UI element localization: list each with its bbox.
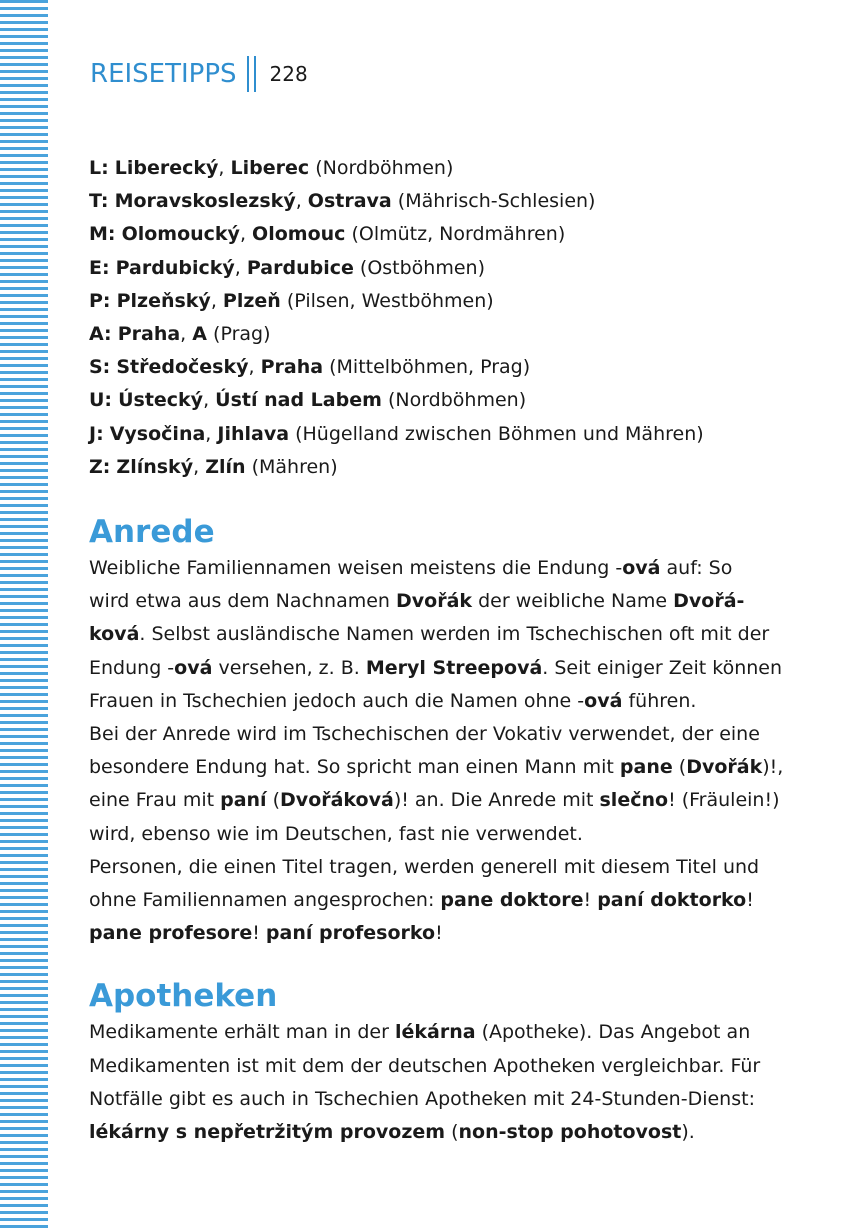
city-name: Jihlava <box>217 422 290 445</box>
city-name: A <box>192 323 207 346</box>
apotheken-heading: Apotheken <box>89 978 278 1015</box>
anrede-heading: Anrede <box>89 514 215 551</box>
plate-code: Z: <box>89 455 111 478</box>
city-name: Praha <box>260 356 324 379</box>
list-item: S: Středočeský, Praha (Mittelböhmen, Prag) <box>89 356 531 379</box>
list-item: J: Vysočina, Jihlava (Hügelland zwischen Böhmen und Mähren) <box>89 422 704 445</box>
plate-code: L: <box>89 157 109 179</box>
text-line: Frauen in Tschechien jedoch auch die Namen ohne -ová führen. <box>89 689 697 712</box>
region-note: (Nordböhmen) <box>315 157 454 179</box>
plate-code: T: <box>89 190 109 213</box>
city-name: Olomouc <box>252 223 346 246</box>
list-item: T: Moravskoslezský, Ostrava (Mährisch-Schlesien) <box>89 190 596 213</box>
text-line: ková. Selbst ausländische Namen werden im Tschechischen oft mit der <box>89 623 770 646</box>
header-separator <box>247 56 256 92</box>
text-line: Bei der Anrede wird im Tschechischen der Vokativ verwendet, der eine <box>89 723 760 746</box>
text-line: besondere Endung hat. So spricht man einen Mann mit pane (Dvořák)!, <box>89 756 784 779</box>
list-item: M: Olomoucký, Olomouc (Olmütz, Nordmähren) <box>89 223 566 246</box>
region-name: Vysočina <box>109 422 206 445</box>
text-line: Endung -ová versehen, z. B. Meryl Streepová. Seit einiger Zeit können <box>89 656 783 679</box>
region-name: Pardubický <box>115 256 235 279</box>
plate-code: P: <box>89 289 111 312</box>
region-name: Praha <box>117 323 181 346</box>
list-item: A: Praha, A (Prag) <box>89 323 271 346</box>
plate-code: S: <box>89 356 111 379</box>
plate-code: E: <box>89 256 110 279</box>
region-note: (Pilsen, Westböhmen) <box>286 289 494 312</box>
page-content <box>89 152 789 1149</box>
list-item: P: Plzeňský, Plzeň (Pilsen, Westböhmen) <box>89 289 494 312</box>
region-name: Středočeský <box>116 356 249 379</box>
text-line: wird etwa aus dem Nachnamen Dvořák der weibliche Name Dvořá- <box>89 590 745 613</box>
list-item: Z: Zlínský, Zlín (Mähren) <box>89 455 338 478</box>
city-name: Zlín <box>205 455 246 478</box>
text-line: Personen, die einen Titel tragen, werden generell mit diesem Titel und <box>89 855 760 878</box>
apotheken-paragraph <box>89 1016 789 1149</box>
region-note: (Prag) <box>213 323 271 346</box>
side-stripe-decoration <box>0 0 48 1229</box>
city-name: Liberec <box>230 157 310 179</box>
text-line: Notfälle gibt es auch in Tschechien Apotheken mit 24-Stunden-Dienst: <box>89 1087 755 1110</box>
region-note: (Nordböhmen) <box>387 389 527 412</box>
page-number: 228 <box>269 62 308 86</box>
license-plate-list <box>89 152 789 484</box>
city-name: Ostrava <box>307 190 392 213</box>
plate-code: J: <box>89 422 104 445</box>
list-item: L: Liberecký, Liberec (Nordböhmen) <box>89 157 454 179</box>
text-line: Weibliche Familiennamen weisen meistens die Endung -ová auf: So <box>89 557 733 580</box>
text-line: eine Frau mit paní (Dvořáková)! an. Die Anrede mit slečno! (Fräulein!) <box>89 789 780 812</box>
region-note: (Hügelland zwischen Böhmen und Mähren) <box>295 422 704 445</box>
region-name: Plzeňský <box>116 289 211 312</box>
text-line: pane profesore! paní profesorko! <box>89 922 443 945</box>
region-name: Ústecký <box>118 389 204 412</box>
region-name: Olomoucký <box>121 223 240 246</box>
anrede-paragraph <box>89 552 789 950</box>
city-name: Pardubice <box>246 256 354 279</box>
region-name: Liberecký <box>114 157 219 179</box>
region-note: (Ostböhmen) <box>359 256 486 279</box>
text-line: lékárny s nepřetržitým provozem (non-stop pohotovost). <box>89 1121 695 1144</box>
list-item: E: Pardubický, Pardubice (Ostböhmen) <box>89 256 486 279</box>
text-line: Medikamenten ist mit dem der deutschen Apotheken vergleichbar. Für <box>89 1054 761 1077</box>
region-name: Zlínský <box>116 455 194 478</box>
text-line: Medikamente erhält man in der lékárna (Apotheke). Das Angebot an <box>89 1021 751 1044</box>
plate-code: M: <box>89 223 116 246</box>
region-note: (Mittelböhmen, Prag) <box>329 356 531 379</box>
text-line: ohne Familiennamen angesprochen: pane doktore! paní doktorko! <box>89 889 754 912</box>
text-line: wird, ebenso wie im Deutschen, fast nie verwendet. <box>89 822 583 845</box>
section-name: REISETIPPS <box>90 59 237 89</box>
region-note: (Olmütz, Nordmähren) <box>351 223 566 246</box>
plate-code: A: <box>89 323 112 346</box>
page-header <box>90 54 308 94</box>
plate-code: U: <box>89 389 113 412</box>
region-note: (Mähren) <box>251 455 338 478</box>
region-name: Moravskoslezský <box>114 190 296 213</box>
city-name: Plzeň <box>222 289 281 312</box>
list-item: U: Ústecký, Ústí nad Labem (Nordböhmen) <box>89 389 527 412</box>
region-note: (Mährisch-Schlesien) <box>397 190 596 213</box>
city-name: Ústí nad Labem <box>215 389 382 412</box>
